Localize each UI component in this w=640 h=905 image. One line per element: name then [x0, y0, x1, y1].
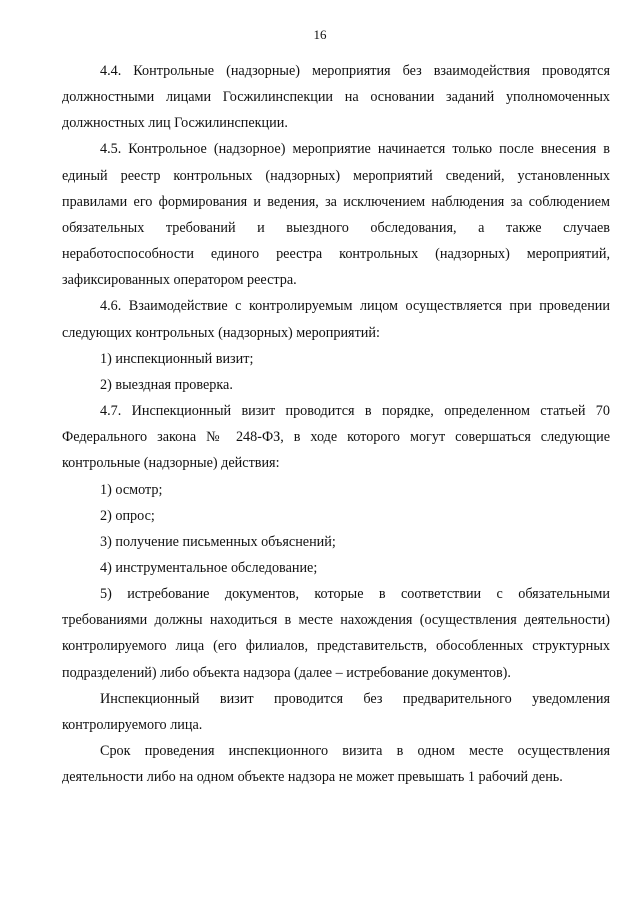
paragraph-4-6: 4.6. Взаимодействие с контролируемым лицом осуществляется при проведении следующих контрольных (надзорных) мероприятий: — [62, 298, 610, 341]
list-item: 2) опрос; — [100, 507, 155, 524]
list-item: 2) выездная проверка. — [100, 376, 233, 393]
document-body — [62, 58, 610, 790]
paragraph-4-7: 4.7. Инспекционный визит проводится в порядке, определенном статьей 70 Федерального закона № 248-ФЗ, в ходе которого могут совершаться следующие контрольные (надзорные) действия: — [62, 403, 610, 472]
paragraph-4-5: 4.5. Контрольное (надзорное) мероприятие начинается только после внесения в единый реестр контрольных (надзорных) мероприятий сведений, установленных правилами его формирования и ведения, за исключением наблюдения за соблюдением обязательных требований и выездного обследования, а также случаев неработоспособности единого реестра контрольных (надзорных) мероприятий, зафиксированных оператором реестра. — [62, 141, 610, 289]
paragraph-4-4: 4.4. Контрольные (надзорные) мероприятия без взаимодействия проводятся должностными лицами Госжилинспекции на основании заданий уполномоченных должностных лиц Госжилинспекции. — [62, 63, 610, 132]
list-item: 3) получение письменных объяснений; — [100, 533, 336, 550]
list-item: 4) инструментальное обследование; — [100, 559, 318, 576]
paragraph-no-notice: Инспекционный визит проводится без предварительного уведомления контролируемого лица. — [62, 690, 610, 733]
list-item-document-request: 5) истребование документов, которые в соответствии с обязательными требованиями должны находиться в месте нахождения (осуществления деятельности) контролируемого лица (его филиалов, представительств, обособленных структурных подразделений) либо объекта надзора (далее – истребование документов). — [62, 586, 610, 681]
page-number: 16 — [313, 27, 327, 42]
list-item: 1) инспекционный визит; — [100, 350, 254, 367]
paragraph-duration: Срок проведения инспекционного визита в одном месте осуществления деятельности либо на одном объекте надзора не может превышать 1 рабочий день. — [62, 743, 610, 786]
list-item: 1) осмотр; — [100, 481, 163, 498]
